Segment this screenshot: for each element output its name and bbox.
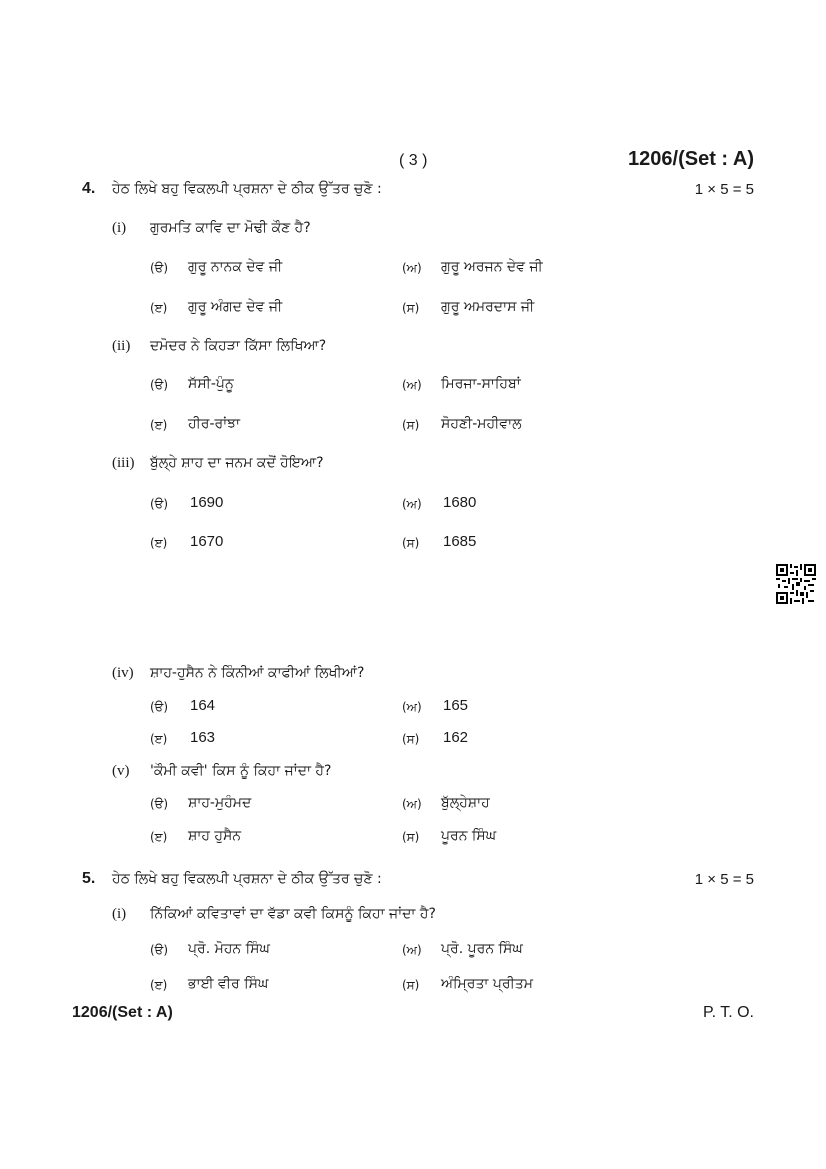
option-label: (ੲ)	[150, 418, 168, 432]
question-text: ਸ਼ਾਹ-ਹੁਸੈਨ ਨੇ ਕਿੰਨੀਆਂ ਕਾਫੀਆਂ ਲਿਖੀਆਂ?	[150, 665, 365, 681]
option-label: (ਅ)	[402, 797, 422, 811]
option-label: (ੲ)	[150, 978, 168, 992]
paper-code-footer: 1206/(Set : A)	[72, 1004, 173, 1021]
option-text: ਅੰਮ੍ਰਿਤਾ ਪ੍ਰੀਤਮ	[441, 976, 533, 992]
option-text: ਬੁੱਲ੍ਹੇਸ਼ਾਹ	[441, 795, 490, 811]
question-text: ਬੁੱਲ੍ਹੇ ਸ਼ਾਹ ਦਾ ਜਨਮ ਕਦੋਂ ਹੋਇਆ?	[150, 455, 324, 471]
option-text: ਗੁਰੂ ਨਾਨਕ ਦੇਵ ਜੀ	[188, 259, 283, 275]
paper-code-header: 1206/(Set : A)	[628, 148, 754, 170]
option-label: (ਸ)	[402, 732, 420, 746]
option-label: (ੲ)	[150, 301, 168, 315]
section-4-marks: 1 × 5 = 5	[694, 181, 754, 198]
option-text: ਪੂਰਨ ਸਿੰਘ	[441, 828, 497, 844]
option-text: 1680	[443, 494, 477, 511]
option-label: (ੳ)	[150, 497, 169, 511]
option-label: (ੳ)	[150, 261, 169, 275]
question-number: (i)	[112, 220, 127, 236]
option-label: (ਸ)	[402, 301, 420, 315]
option-label: (ਅ)	[402, 700, 422, 714]
option-text: 1670	[190, 533, 224, 550]
option-text: ਹੀਰ-ਰਾਂਝਾ	[188, 416, 240, 432]
option-text: ਸੋਹਣੀ-ਮਹੀਵਾਲ	[441, 416, 522, 432]
page-turn-over: P. T. O.	[703, 1004, 754, 1021]
option-text: 163	[190, 729, 216, 746]
section-4-instruction: ਹੇਠ ਲਿਖੇ ਬਹੁ ਵਿਕਲਪੀ ਪ੍ਰਸ਼ਨਾ ਦੇ ਠੀਕ ਉੱਤਰ ਚੁਣੋ :	[112, 181, 382, 197]
option-label: (ਅ)	[402, 497, 422, 511]
section-5-instruction: ਹੇਠ ਲਿਖੇ ਬਹੁ ਵਿਕਲਪੀ ਪ੍ਰਸ਼ਨਾ ਦੇ ਠੀਕ ਉੱਤਰ ਚੁਣੋ :	[112, 871, 382, 887]
option-text: 164	[190, 697, 216, 714]
section-5-number: 5.	[82, 870, 96, 887]
option-text: ਗੁਰੂ ਅੰਗਦ ਦੇਵ ਜੀ	[188, 299, 283, 315]
option-text: 1690	[190, 494, 224, 511]
option-label: (ੳ)	[150, 797, 169, 811]
option-label: (ੲ)	[150, 536, 168, 550]
section-5-marks: 1 × 5 = 5	[694, 871, 754, 888]
page-number: ( 3 )	[399, 152, 428, 169]
qr-code-icon	[776, 564, 816, 604]
option-label: (ਸ)	[402, 978, 420, 992]
option-label: (ਅ)	[402, 261, 422, 275]
option-text: 1685	[443, 533, 477, 550]
section-4-number: 4.	[82, 180, 96, 197]
option-text: ਗੁਰੂ ਅਮਰਦਾਸ ਜੀ	[441, 299, 535, 315]
question-number: (iii)	[112, 455, 135, 471]
option-label: (ੳ)	[150, 700, 169, 714]
option-text: ਭਾਈ ਵੀਰ ਸਿੰਘ	[188, 976, 269, 992]
question-text: ਦਮੋਦਰ ਨੇ ਕਿਹੜਾ ਕਿੱਸਾ ਲਿਖਿਆ?	[150, 338, 327, 354]
option-text: 165	[443, 697, 469, 714]
option-text: ਸੱਸੀ-ਪੁੰਨੂ	[188, 376, 234, 392]
option-text: ਸ਼ਾਹ-ਮੁਹੰਮਦ	[188, 795, 252, 811]
option-label: (ਸ)	[402, 418, 420, 432]
question-text: ਨਿੱਕਿਆਂ ਕਵਿਤਾਵਾਂ ਦਾ ਵੱਡਾ ਕਵੀ ਕਿਸਨੂੰ ਕਿਹਾ ਜਾਂਦਾ ਹੈ?	[150, 906, 436, 922]
option-label: (ੳ)	[150, 378, 169, 392]
option-label: (ੲ)	[150, 732, 168, 746]
option-label: (ਅ)	[402, 943, 422, 957]
option-text: ਮਿਰਜਾ-ਸਾਹਿਬਾਂ	[441, 376, 521, 392]
option-text: 162	[443, 729, 469, 746]
question-number: (iv)	[112, 665, 134, 681]
question-text: 'ਕੌਮੀ ਕਵੀ' ਕਿਸ ਨੂੰ ਕਿਹਾ ਜਾਂਦਾ ਹੈ?	[150, 763, 332, 779]
question-number: (i)	[112, 906, 127, 922]
option-text: ਗੁਰੂ ਅਰਜਨ ਦੇਵ ਜੀ	[441, 259, 543, 275]
option-label: (ਅ)	[402, 378, 422, 392]
question-number: (ii)	[112, 338, 131, 354]
question-number: (v)	[112, 763, 130, 779]
option-label: (ਸ)	[402, 536, 420, 550]
option-label: (ੲ)	[150, 830, 168, 844]
option-label: (ੳ)	[150, 943, 169, 957]
option-label: (ਸ)	[402, 830, 420, 844]
option-text: ਸ਼ਾਹ ਹੁਸੈਨ	[188, 828, 242, 844]
option-text: ਪ੍ਰੋ. ਪੂਰਨ ਸਿੰਘ	[441, 941, 523, 957]
question-text: ਗੁਰਮਤਿ ਕਾਵਿ ਦਾ ਮੋਢੀ ਕੌਣ ਹੈ?	[150, 220, 311, 236]
option-text: ਪ੍ਰੋ. ਮੋਹਨ ਸਿੰਘ	[188, 941, 270, 957]
